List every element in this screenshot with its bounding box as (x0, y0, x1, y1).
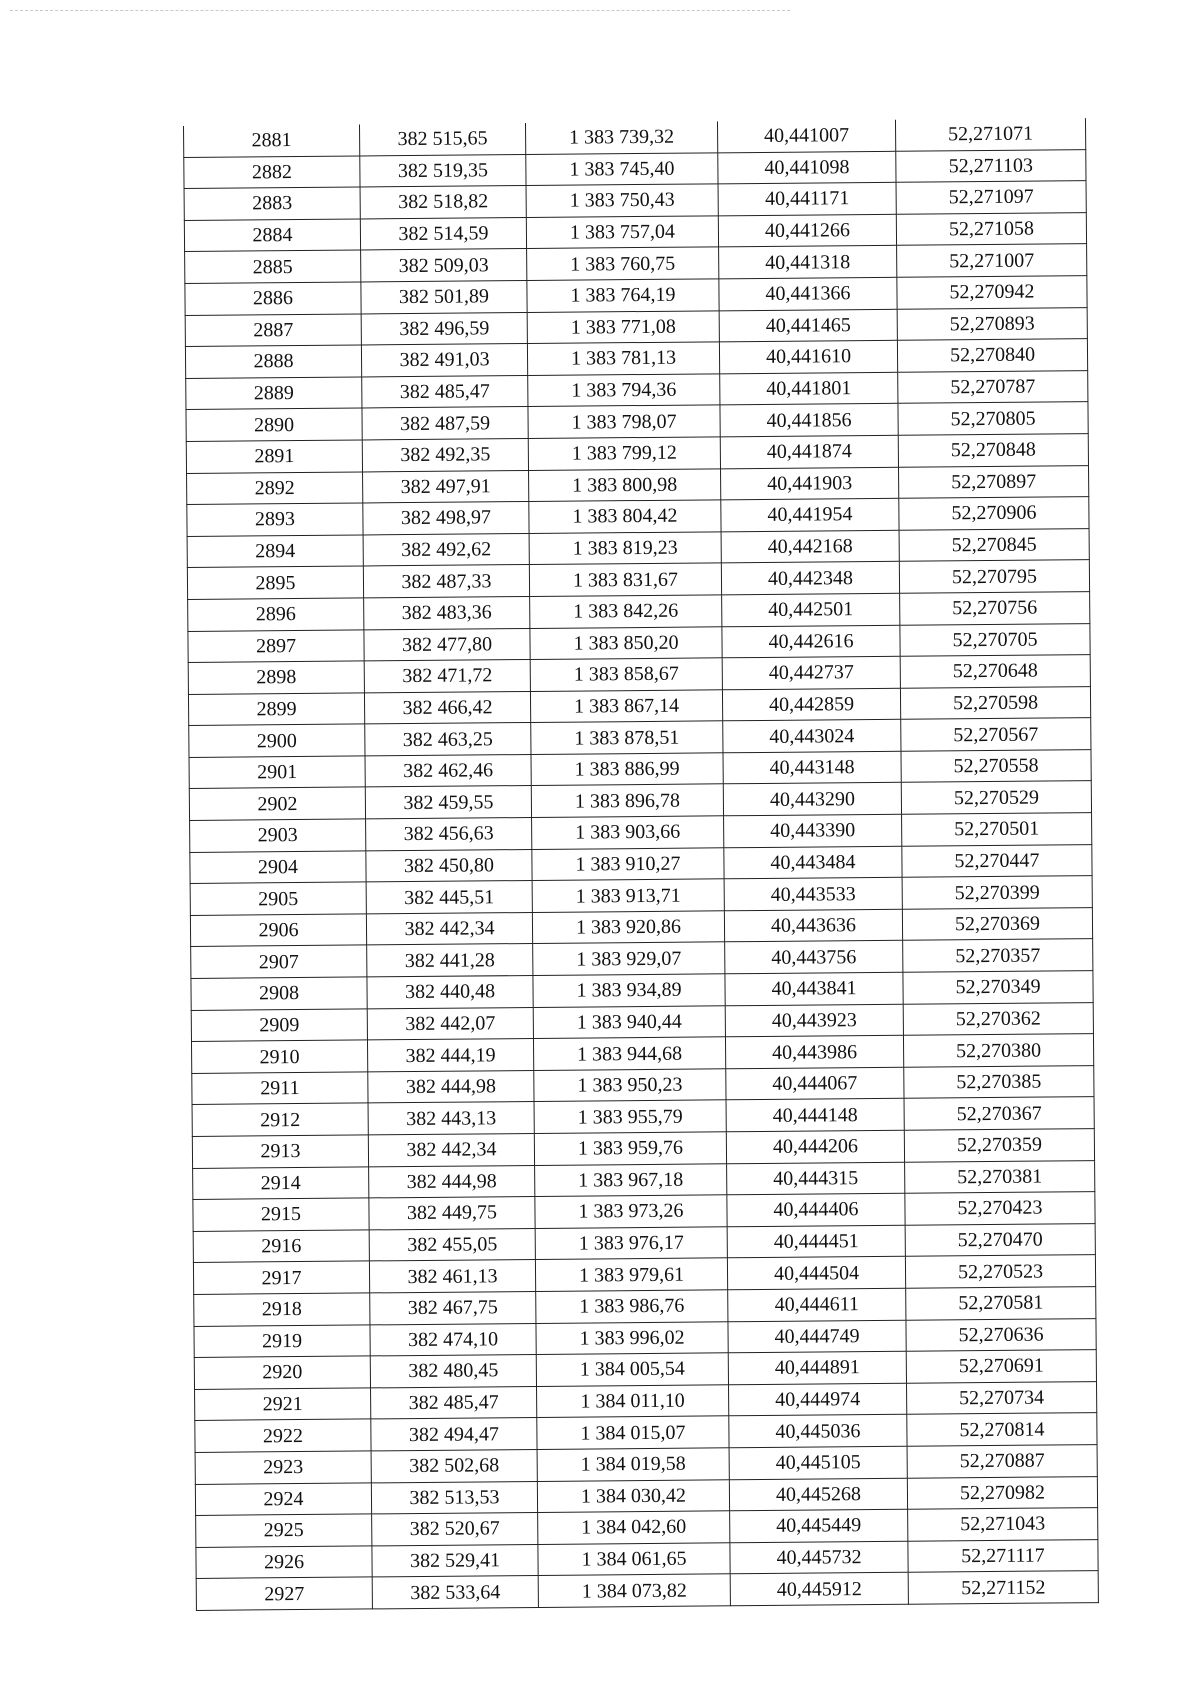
y-coordinate-cell: 1 383 913,71 (532, 879, 724, 912)
y-coordinate-cell: 1 383 771,08 (527, 310, 719, 343)
y-coordinate-cell: 1 383 842,26 (530, 595, 722, 628)
x-coordinate-cell: 382 487,33 (363, 565, 529, 598)
x-coordinate-cell: 382 515,65 (359, 123, 525, 156)
latitude-cell: 40,443533 (724, 878, 902, 911)
x-coordinate-cell: 382 494,47 (371, 1418, 537, 1451)
x-coordinate-cell: 382 483,36 (364, 596, 530, 629)
x-coordinate-cell: 382 502,68 (371, 1449, 537, 1482)
scan-edge-line (10, 10, 790, 11)
latitude-cell: 40,443390 (724, 814, 902, 847)
y-coordinate-cell: 1 383 794,36 (528, 374, 720, 407)
point-number-cell: 2897 (188, 629, 364, 662)
x-coordinate-cell: 382 529,41 (372, 1544, 538, 1577)
latitude-cell: 40,441856 (720, 404, 898, 437)
x-coordinate-cell: 382 485,47 (362, 375, 528, 408)
latitude-cell: 40,443756 (725, 941, 903, 974)
longitude-cell: 52,270648 (900, 655, 1090, 688)
y-coordinate-cell: 1 383 996,02 (536, 1321, 728, 1354)
latitude-cell: 40,444749 (728, 1320, 906, 1353)
longitude-cell: 52,270705 (900, 623, 1090, 656)
longitude-cell: 52,270567 (901, 718, 1091, 751)
x-coordinate-cell: 382 461,13 (369, 1260, 535, 1293)
x-coordinate-cell: 382 514,59 (360, 217, 526, 250)
point-number-cell: 2910 (191, 1040, 367, 1073)
y-coordinate-cell: 1 383 781,13 (527, 342, 719, 375)
x-coordinate-cell: 382 487,59 (362, 407, 528, 440)
longitude-cell: 52,271071 (895, 118, 1085, 151)
x-coordinate-cell: 382 442,34 (366, 912, 532, 945)
point-number-cell: 2900 (189, 724, 365, 757)
coordinate-table-body (183, 118, 1098, 1610)
longitude-cell: 52,270906 (899, 497, 1089, 530)
x-coordinate-cell: 382 492,35 (362, 438, 528, 471)
latitude-cell: 40,444067 (726, 1067, 904, 1100)
point-number-cell: 2889 (186, 377, 362, 410)
x-coordinate-cell: 382 442,34 (368, 1133, 534, 1166)
y-coordinate-cell: 1 383 940,44 (533, 1005, 725, 1038)
point-number-cell: 2887 (185, 314, 361, 347)
point-number-cell: 2903 (190, 819, 366, 852)
latitude-cell: 40,443636 (724, 909, 902, 942)
longitude-cell: 52,270380 (903, 1034, 1093, 1067)
y-coordinate-cell: 1 383 858,67 (530, 658, 722, 691)
x-coordinate-cell: 382 513,53 (371, 1481, 537, 1514)
latitude-cell: 40,442737 (722, 656, 900, 689)
y-coordinate-cell: 1 383 967,18 (535, 1163, 727, 1196)
point-number-cell: 2913 (192, 1135, 368, 1168)
latitude-cell: 40,441954 (721, 498, 899, 531)
latitude-cell: 40,444504 (727, 1257, 905, 1290)
longitude-cell: 52,270734 (906, 1381, 1096, 1414)
y-coordinate-cell: 1 383 757,04 (526, 216, 718, 249)
point-number-cell: 2909 (191, 1009, 367, 1042)
y-coordinate-cell: 1 383 764,19 (527, 279, 719, 312)
latitude-cell: 40,444406 (727, 1193, 905, 1226)
point-number-cell: 2883 (184, 187, 360, 220)
longitude-cell: 52,270349 (903, 971, 1093, 1004)
latitude-cell: 40,443024 (723, 720, 901, 753)
x-coordinate-cell: 382 449,75 (369, 1197, 535, 1230)
longitude-cell: 52,270369 (902, 907, 1092, 940)
x-coordinate-cell: 382 498,97 (363, 502, 529, 535)
x-coordinate-cell: 382 518,82 (360, 186, 526, 219)
longitude-cell: 52,271103 (896, 149, 1086, 182)
longitude-cell: 52,270581 (906, 1287, 1096, 1320)
longitude-cell: 52,271058 (896, 212, 1086, 245)
longitude-cell: 52,270840 (897, 339, 1087, 372)
x-coordinate-cell: 382 492,62 (363, 533, 529, 566)
point-number-cell: 2905 (190, 882, 366, 915)
latitude-cell: 40,444974 (729, 1383, 907, 1416)
y-coordinate-cell: 1 383 798,07 (528, 405, 720, 438)
longitude-cell: 52,270399 (902, 876, 1092, 909)
latitude-cell: 40,441801 (720, 372, 898, 405)
x-coordinate-cell: 382 462,46 (365, 754, 531, 787)
y-coordinate-cell: 1 383 976,17 (535, 1227, 727, 1260)
longitude-cell: 52,270942 (897, 276, 1087, 309)
point-number-cell: 2907 (191, 945, 367, 978)
longitude-cell: 52,270982 (907, 1476, 1097, 1509)
longitude-cell: 52,271007 (897, 244, 1087, 277)
latitude-cell: 40,443290 (723, 783, 901, 816)
point-number-cell: 2895 (187, 566, 363, 599)
latitude-cell: 40,441366 (719, 277, 897, 310)
y-coordinate-cell: 1 383 920,86 (532, 911, 724, 944)
coordinate-table-container (183, 118, 1098, 1611)
latitude-cell: 40,442859 (722, 688, 900, 721)
y-coordinate-cell: 1 383 878,51 (531, 721, 723, 754)
point-number-cell: 2920 (194, 1356, 370, 1389)
latitude-cell: 40,441903 (721, 467, 899, 500)
point-number-cell: 2925 (196, 1514, 372, 1547)
y-coordinate-cell: 1 383 959,76 (534, 1132, 726, 1165)
point-number-cell: 2927 (196, 1577, 372, 1610)
x-coordinate-cell: 382 477,80 (364, 628, 530, 661)
longitude-cell: 52,270887 (907, 1445, 1097, 1478)
longitude-cell: 52,270598 (900, 686, 1090, 719)
longitude-cell: 52,270367 (904, 1097, 1094, 1130)
point-number-cell: 2896 (188, 598, 364, 631)
x-coordinate-cell: 382 474,10 (370, 1323, 536, 1356)
x-coordinate-cell: 382 466,42 (364, 691, 530, 724)
y-coordinate-cell: 1 383 934,89 (533, 974, 725, 1007)
longitude-cell: 52,270814 (907, 1413, 1097, 1446)
y-coordinate-cell: 1 383 973,26 (535, 1195, 727, 1228)
x-coordinate-cell: 382 501,89 (361, 280, 527, 313)
x-coordinate-cell: 382 471,72 (364, 660, 530, 693)
latitude-cell: 40,442348 (721, 562, 899, 595)
longitude-cell: 52,270845 (899, 528, 1089, 561)
longitude-cell: 52,270423 (905, 1192, 1095, 1225)
point-number-cell: 2898 (188, 661, 364, 694)
longitude-cell: 52,271043 (908, 1508, 1098, 1541)
longitude-cell: 52,270893 (897, 307, 1087, 340)
longitude-cell: 52,270805 (898, 402, 1088, 435)
x-coordinate-cell: 382 480,45 (370, 1355, 536, 1388)
latitude-cell: 40,444451 (727, 1225, 905, 1258)
y-coordinate-cell: 1 383 886,99 (531, 753, 723, 786)
longitude-cell: 52,270359 (904, 1129, 1094, 1162)
longitude-cell: 52,270470 (905, 1223, 1095, 1256)
point-number-cell: 2892 (187, 471, 363, 504)
longitude-cell: 52,270848 (898, 434, 1088, 467)
x-coordinate-cell: 382 444,98 (368, 1070, 534, 1103)
y-coordinate-cell: 1 383 750,43 (526, 184, 718, 217)
x-coordinate-cell: 382 444,98 (369, 1165, 535, 1198)
latitude-cell: 40,441266 (718, 214, 896, 247)
point-number-cell: 2923 (195, 1451, 371, 1484)
x-coordinate-cell: 382 443,13 (368, 1102, 534, 1135)
latitude-cell: 40,445912 (730, 1573, 908, 1606)
x-coordinate-cell: 382 455,05 (369, 1228, 535, 1261)
latitude-cell: 40,444148 (726, 1099, 904, 1132)
latitude-cell: 40,443148 (723, 751, 901, 784)
longitude-cell: 52,270447 (902, 844, 1092, 877)
y-coordinate-cell: 1 383 896,78 (531, 784, 723, 817)
point-number-cell: 2894 (187, 535, 363, 568)
longitude-cell: 52,270691 (906, 1350, 1096, 1383)
x-coordinate-cell: 382 459,55 (365, 786, 531, 819)
y-coordinate-cell: 1 384 042,60 (538, 1511, 730, 1544)
latitude-cell: 40,445105 (729, 1446, 907, 1479)
point-number-cell: 2885 (185, 250, 361, 283)
x-coordinate-cell: 382 467,75 (370, 1291, 536, 1324)
point-number-cell: 2882 (184, 156, 360, 189)
x-coordinate-cell: 382 450,80 (366, 849, 532, 882)
point-number-cell: 2915 (193, 1198, 369, 1231)
latitude-cell: 40,445449 (730, 1509, 908, 1542)
coordinate-table (183, 118, 1099, 1611)
y-coordinate-cell: 1 383 799,12 (528, 437, 720, 470)
latitude-cell: 40,445732 (730, 1541, 908, 1574)
latitude-cell: 40,441465 (719, 309, 897, 342)
point-number-cell: 2914 (193, 1167, 369, 1200)
point-number-cell: 2918 (194, 1293, 370, 1326)
point-number-cell: 2881 (183, 124, 359, 157)
latitude-cell: 40,441318 (719, 246, 897, 279)
x-coordinate-cell: 382 520,67 (372, 1513, 538, 1546)
point-number-cell: 2912 (192, 1103, 368, 1136)
latitude-cell: 40,441098 (718, 151, 896, 184)
latitude-cell: 40,444611 (728, 1288, 906, 1321)
y-coordinate-cell: 1 383 819,23 (529, 532, 721, 565)
point-number-cell: 2884 (184, 219, 360, 252)
longitude-cell: 52,271152 (908, 1571, 1098, 1604)
x-coordinate-cell: 382 463,25 (365, 723, 531, 756)
point-number-cell: 2911 (192, 1072, 368, 1105)
latitude-cell: 40,444891 (728, 1351, 906, 1384)
point-number-cell: 2906 (190, 914, 366, 947)
y-coordinate-cell: 1 383 760,75 (527, 247, 719, 280)
y-coordinate-cell: 1 383 850,20 (530, 626, 722, 659)
longitude-cell: 52,271117 (908, 1539, 1098, 1572)
y-coordinate-cell: 1 383 739,32 (525, 121, 717, 154)
y-coordinate-cell: 1 383 910,27 (532, 847, 724, 880)
point-number-cell: 2902 (189, 787, 365, 820)
longitude-cell: 52,270558 (901, 749, 1091, 782)
y-coordinate-cell: 1 383 979,61 (535, 1258, 727, 1291)
latitude-cell: 40,443923 (725, 1004, 903, 1037)
point-number-cell: 2924 (195, 1482, 371, 1515)
point-number-cell: 2926 (196, 1546, 372, 1579)
point-number-cell: 2904 (190, 851, 366, 884)
x-coordinate-cell: 382 441,28 (367, 944, 533, 977)
x-coordinate-cell: 382 496,59 (361, 312, 527, 345)
x-coordinate-cell: 382 442,07 (367, 1007, 533, 1040)
y-coordinate-cell: 1 383 800,98 (529, 468, 721, 501)
point-number-cell: 2916 (193, 1230, 369, 1263)
latitude-cell: 40,441171 (718, 182, 896, 215)
latitude-cell: 40,444315 (727, 1162, 905, 1195)
y-coordinate-cell: 1 383 804,42 (529, 500, 721, 533)
y-coordinate-cell: 1 383 831,67 (529, 563, 721, 596)
y-coordinate-cell: 1 383 745,40 (526, 152, 718, 185)
y-coordinate-cell: 1 383 950,23 (534, 1069, 726, 1102)
y-coordinate-cell: 1 383 955,79 (534, 1100, 726, 1133)
x-coordinate-cell: 382 491,03 (361, 344, 527, 377)
longitude-cell: 52,270787 (898, 370, 1088, 403)
longitude-cell: 52,270529 (901, 781, 1091, 814)
table-row (196, 1571, 1098, 1610)
y-coordinate-cell: 1 384 011,10 (537, 1385, 729, 1418)
y-coordinate-cell: 1 383 944,68 (533, 1037, 725, 1070)
y-coordinate-cell: 1 384 061,65 (538, 1543, 730, 1576)
latitude-cell: 40,441007 (717, 120, 895, 153)
x-coordinate-cell: 382 440,48 (367, 976, 533, 1009)
longitude-cell: 52,270362 (903, 1002, 1093, 1035)
longitude-cell: 52,270501 (902, 813, 1092, 846)
y-coordinate-cell: 1 383 867,14 (530, 690, 722, 723)
longitude-cell: 52,270795 (899, 560, 1089, 593)
latitude-cell: 40,443841 (725, 972, 903, 1005)
point-number-cell: 2919 (194, 1324, 370, 1357)
longitude-cell: 52,270523 (905, 1255, 1095, 1288)
longitude-cell: 52,270357 (903, 939, 1093, 972)
longitude-cell: 52,270385 (904, 1065, 1094, 1098)
point-number-cell: 2908 (191, 977, 367, 1010)
longitude-cell: 52,270636 (906, 1318, 1096, 1351)
x-coordinate-cell: 382 497,91 (363, 470, 529, 503)
latitude-cell: 40,445268 (729, 1478, 907, 1511)
longitude-cell: 52,270897 (899, 465, 1089, 498)
latitude-cell: 40,442501 (722, 593, 900, 626)
point-number-cell: 2893 (187, 503, 363, 536)
point-number-cell: 2890 (186, 408, 362, 441)
latitude-cell: 40,442168 (721, 530, 899, 563)
point-number-cell: 2901 (189, 756, 365, 789)
point-number-cell: 2921 (195, 1388, 371, 1421)
x-coordinate-cell: 382 485,47 (371, 1386, 537, 1419)
x-coordinate-cell: 382 519,35 (360, 154, 526, 187)
point-number-cell: 2886 (185, 282, 361, 315)
point-number-cell: 2899 (188, 693, 364, 726)
latitude-cell: 40,444206 (726, 1130, 904, 1163)
latitude-cell: 40,442616 (722, 625, 900, 658)
y-coordinate-cell: 1 384 073,82 (538, 1574, 730, 1607)
y-coordinate-cell: 1 384 019,58 (537, 1448, 729, 1481)
x-coordinate-cell: 382 444,19 (367, 1039, 533, 1072)
longitude-cell: 52,271097 (896, 181, 1086, 214)
y-coordinate-cell: 1 384 015,07 (537, 1416, 729, 1449)
latitude-cell: 40,443986 (725, 1035, 903, 1068)
x-coordinate-cell: 382 456,63 (366, 818, 532, 851)
longitude-cell: 52,270381 (905, 1160, 1095, 1193)
y-coordinate-cell: 1 383 986,76 (536, 1290, 728, 1323)
y-coordinate-cell: 1 383 929,07 (533, 942, 725, 975)
longitude-cell: 52,270756 (900, 592, 1090, 625)
x-coordinate-cell: 382 509,03 (361, 249, 527, 282)
point-number-cell: 2891 (186, 440, 362, 473)
latitude-cell: 40,445036 (729, 1415, 907, 1448)
latitude-cell: 40,441610 (719, 340, 897, 373)
point-number-cell: 2917 (193, 1261, 369, 1294)
x-coordinate-cell: 382 533,64 (372, 1576, 538, 1609)
y-coordinate-cell: 1 384 030,42 (537, 1479, 729, 1512)
latitude-cell: 40,441874 (720, 435, 898, 468)
y-coordinate-cell: 1 383 903,66 (532, 816, 724, 849)
point-number-cell: 2922 (195, 1419, 371, 1452)
x-coordinate-cell: 382 445,51 (366, 881, 532, 914)
y-coordinate-cell: 1 384 005,54 (536, 1353, 728, 1386)
latitude-cell: 40,443484 (724, 846, 902, 879)
point-number-cell: 2888 (185, 345, 361, 378)
